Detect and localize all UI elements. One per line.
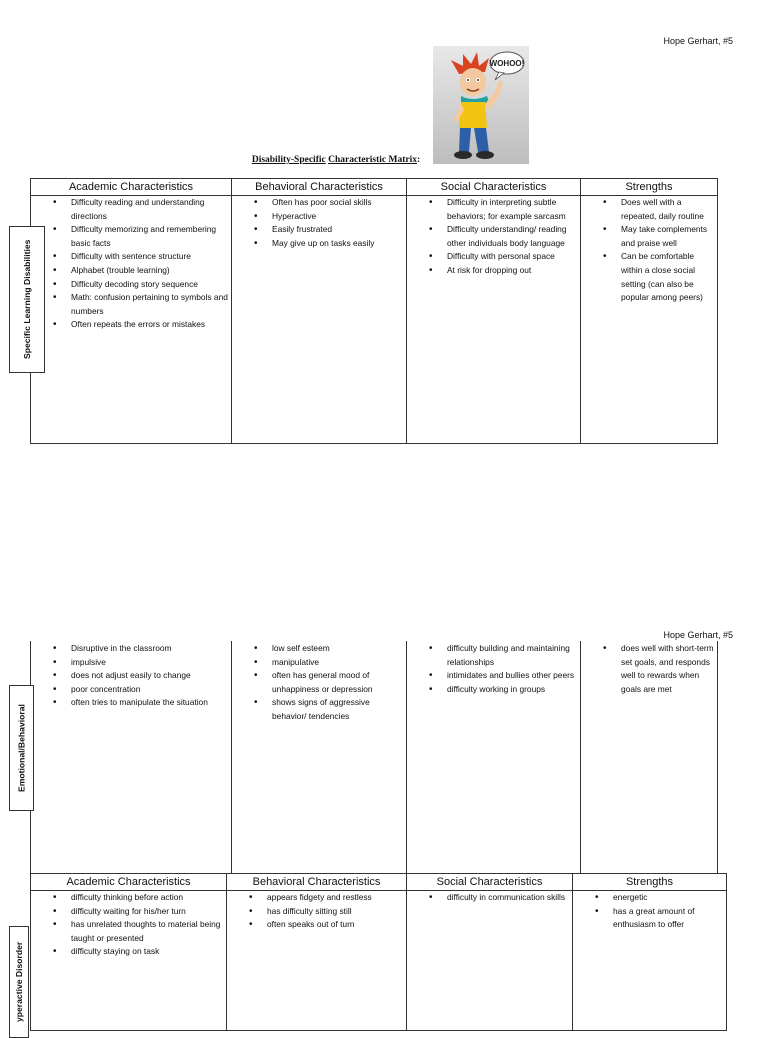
column-header-strengths: Strengths [573, 874, 727, 891]
row-label-learning-disabilities: Specific Learning Disabilities [9, 226, 45, 373]
list-item: • difficulty working in groups [407, 683, 578, 697]
column-header-behavioral: Behavioral Characteristics [227, 874, 407, 891]
matrix-table-hyperactive-disorder [30, 873, 727, 1031]
list-item: • Difficulty decoding story sequence [31, 278, 229, 292]
list-item: • May take complements and praise well [581, 223, 715, 250]
matrix-table-emotional-behavioral [30, 641, 718, 874]
cell-strengths [581, 642, 718, 874]
matrix-table-learning-disabilities [30, 178, 718, 444]
list-item: • intimidates and bullies other peers [407, 669, 578, 683]
cartoon-boy-image [433, 46, 529, 164]
list-item: • often has general mood of unhappiness or depression [232, 669, 404, 696]
cell-social [407, 891, 573, 1031]
list-item: • Difficulty in interpreting subtle behaviors; for example sarcasm [407, 196, 578, 223]
cell-academic [31, 196, 232, 444]
list-item: • difficulty waiting for his/her turn [31, 905, 224, 919]
list-item: • appears fidgety and restless [227, 891, 404, 905]
column-header-behavioral: Behavioral Characteristics [232, 179, 407, 196]
list-item: • difficulty building and maintaining relationships [407, 642, 578, 669]
list-item: • Difficulty understanding/ reading other individuals body language [407, 223, 578, 250]
list-item: • often speaks out of turn [227, 918, 404, 932]
list-item: • Often has poor social skills [232, 196, 404, 210]
title-colon: : [417, 155, 421, 165]
page-header-author: Hope Gerhart, #5 [663, 36, 733, 46]
row-label-hyperactive-disorder: yperactive Disorder [9, 926, 29, 1038]
list-item: • low self esteem [232, 642, 404, 656]
list-item: • Difficulty with sentence structure [31, 250, 229, 264]
title-part-1: Disability-Specific [251, 155, 326, 165]
cell-social [407, 196, 581, 444]
cell-behavioral [227, 891, 407, 1031]
list-item: • Difficulty reading and understanding directions [31, 196, 229, 223]
cell-strengths [573, 891, 727, 1031]
list-item: • poor concentration [31, 683, 229, 697]
column-header-academic: Academic Characteristics [31, 874, 227, 891]
list-item: • difficulty thinking before action [31, 891, 224, 905]
list-item: • shows signs of aggressive behavior/ tendencies [232, 696, 404, 723]
list-item: • has a great amount of enthusiasm to offer [573, 905, 724, 932]
list-item: • does well with short-term set goals, and responds well to rewards when goals are met [581, 642, 715, 696]
column-header-social: Social Characteristics [407, 179, 581, 196]
list-item: • Difficulty memorizing and remembering basic facts [31, 223, 229, 250]
column-header-academic: Academic Characteristics [31, 179, 232, 196]
list-item: • Can be comfortable within a close social setting (can also be popular among peers) [581, 250, 715, 304]
list-item: • Often repeats the errors or mistakes [31, 318, 229, 332]
list-item: • Alphabet (trouble learning) [31, 264, 229, 278]
list-item: • Easily frustrated [232, 223, 404, 237]
list-item: • does not adjust easily to change [31, 669, 229, 683]
list-item: • Math: confusion pertaining to symbols and numbers [31, 291, 229, 318]
cell-academic [31, 642, 232, 874]
column-header-social: Social Characteristics [407, 874, 573, 891]
title-part-2: Characteristic Matrix [328, 155, 417, 165]
row-label-emotional-behavioral: Emotional/Behavioral [9, 685, 34, 811]
list-item: • At risk for dropping out [407, 264, 578, 278]
list-item: • Difficulty with personal space [407, 250, 578, 264]
cell-academic [31, 891, 227, 1031]
cell-behavioral [232, 196, 407, 444]
page-header-author: Hope Gerhart, #5 [663, 630, 733, 640]
list-item: • has difficulty sitting still [227, 905, 404, 919]
list-item: • May give up on tasks easily [232, 237, 404, 251]
list-item: • Does well with a repeated, daily routine [581, 196, 715, 223]
list-item: • impulsive [31, 656, 229, 670]
column-header-strengths: Strengths [581, 179, 718, 196]
list-item: • difficulty staying on task [31, 945, 224, 959]
list-item: • manipulative [232, 656, 404, 670]
cell-social [407, 642, 581, 874]
list-item: • has unrelated thoughts to material being taught or presented [31, 918, 224, 945]
cell-strengths [581, 196, 718, 444]
list-item: • difficulty in communication skills [407, 891, 570, 905]
list-item: • Hyperactive [232, 210, 404, 224]
document-title [0, 155, 672, 165]
cell-behavioral [232, 642, 407, 874]
list-item: • energetic [573, 891, 724, 905]
speech-bubble-text: WOHOO! [489, 59, 525, 68]
list-item: • often tries to manipulate the situation [31, 696, 229, 710]
list-item: • Disruptive in the classroom [31, 642, 229, 656]
